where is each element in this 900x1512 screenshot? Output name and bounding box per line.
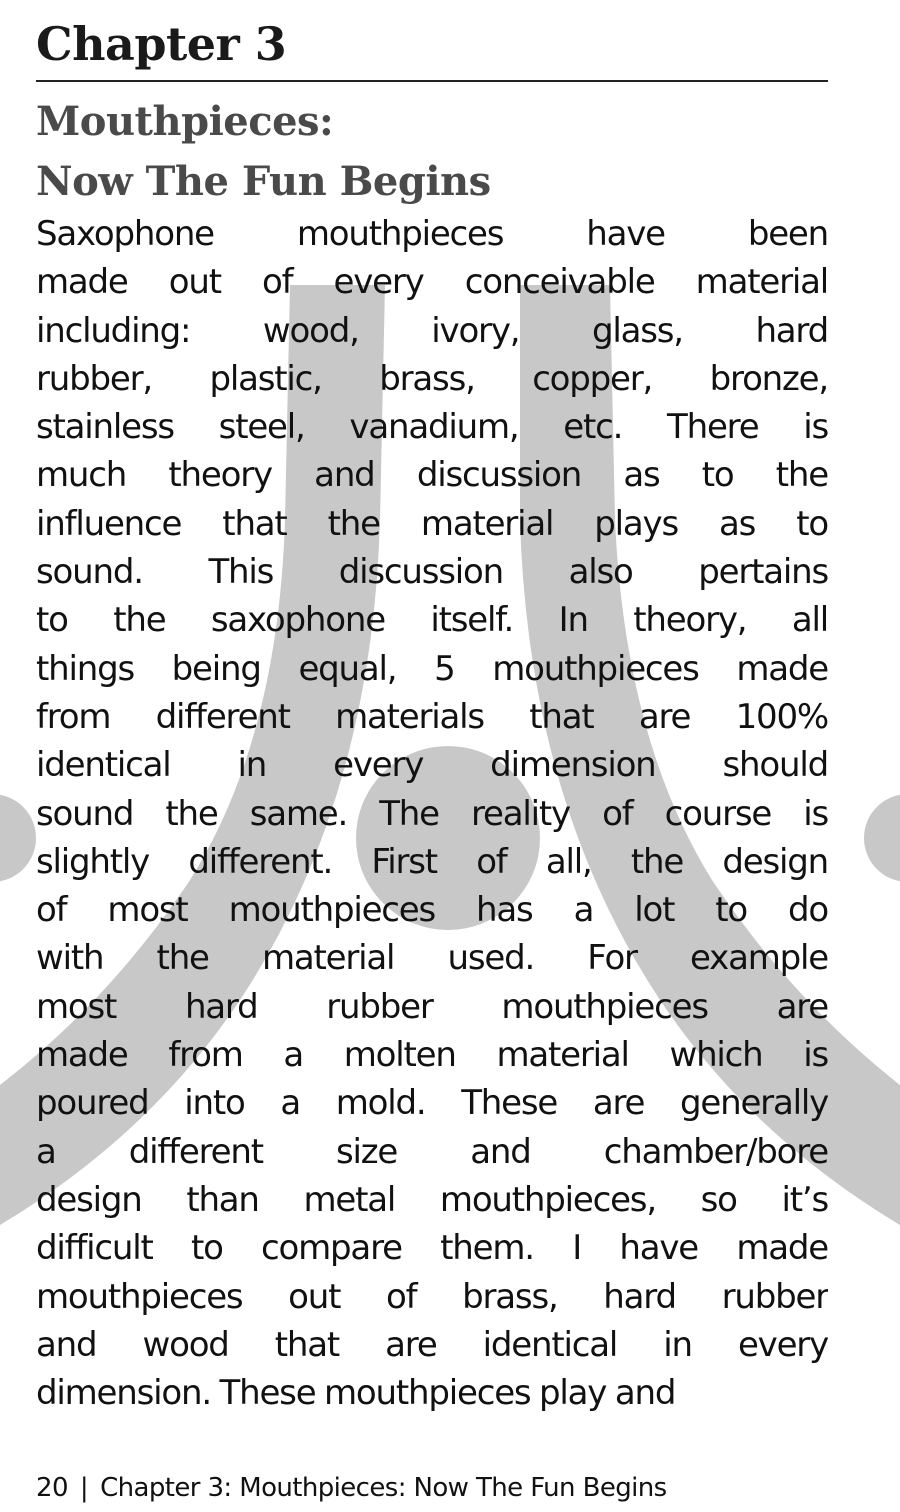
text-line: sound the same. The reality of course is — [36, 793, 828, 834]
text-line: things being equal, 5 mouthpieces made — [36, 648, 828, 689]
running-title: Chapter 3: Mouthpieces: Now The Fun Begins — [100, 1473, 667, 1503]
text-line: and wood that are identical in every — [36, 1324, 828, 1365]
footer-separator: | — [79, 1473, 89, 1503]
text-line: made out of every conceivable material — [36, 262, 828, 303]
page-number: 20 — [36, 1473, 68, 1503]
text-line: most hard rubber mouthpieces are — [36, 986, 828, 1027]
text-line: dimension. These mouthpieces play and — [36, 1373, 676, 1414]
text-line: a different size and chamber/bore — [36, 1131, 828, 1172]
text-line: rubber, plastic, brass, copper, bronze, — [36, 358, 828, 399]
section-title-line-2: Now The Fun Begins — [36, 158, 491, 205]
page-footer — [36, 1466, 828, 1510]
title-divider — [36, 80, 828, 82]
text-line: with the material used. For example — [36, 938, 828, 979]
text-line: much theory and discussion as to the — [36, 455, 828, 496]
text-line: from different materials that are 100% — [36, 696, 828, 737]
chapter-title: Chapter 3 — [36, 17, 287, 71]
section-title-line-1: Mouthpieces: — [36, 98, 334, 145]
text-line: influence that the material plays as to — [36, 503, 828, 544]
text-line: to the saxophone itself. In theory, all — [36, 600, 828, 641]
text-line: stainless steel, vanadium, etc. There is — [36, 407, 828, 448]
section-title — [36, 92, 828, 212]
text-line: made from a molten material which is — [36, 1035, 828, 1076]
text-line: difficult to compare them. I have made — [36, 1228, 828, 1269]
body-paragraph — [36, 210, 828, 1417]
text-line: sound. This discussion also pertains — [36, 552, 828, 593]
text-line: including: wood, ivory, glass, hard — [36, 310, 828, 351]
document-page — [36, 0, 828, 1512]
text-line: Saxophone mouthpieces have been — [36, 214, 828, 254]
text-line: design than metal mouthpieces, so it’s — [36, 1179, 828, 1220]
text-line: poured into a mold. These are generally — [36, 1083, 828, 1124]
text-line: of most mouthpieces has a lot to do — [36, 890, 828, 931]
text-line: mouthpieces out of brass, hard rubber — [36, 1276, 828, 1317]
text-line: slightly different. First of all, the design — [36, 841, 828, 882]
text-line: identical in every dimension should — [36, 745, 828, 786]
